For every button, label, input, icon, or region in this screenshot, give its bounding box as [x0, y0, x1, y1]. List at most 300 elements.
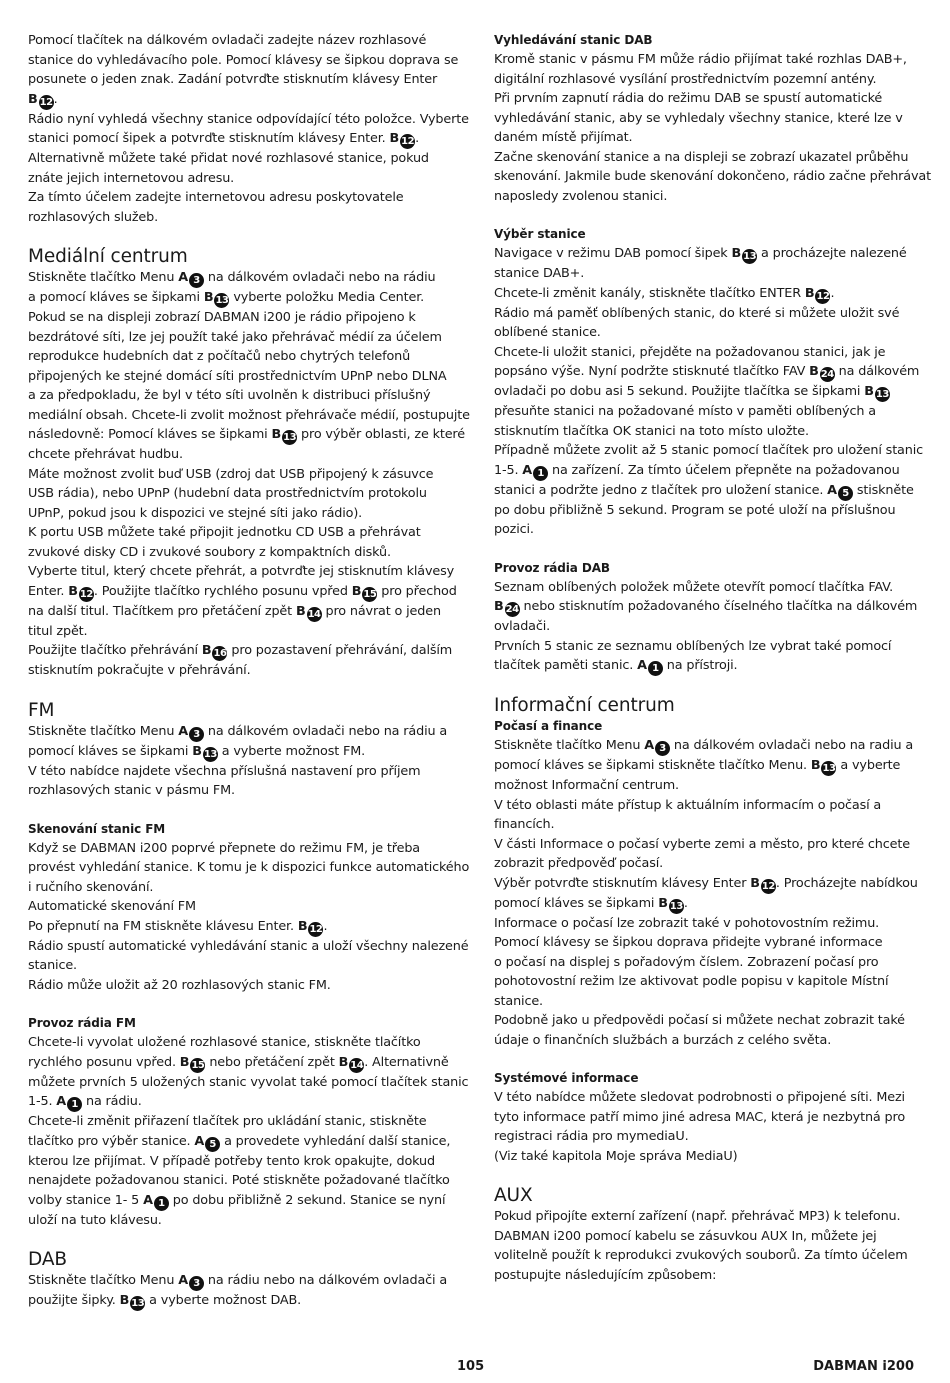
text-run: 1-5.: [28, 1094, 57, 1109]
text-run: K portu USB můžete také připojit jednotku CD USB a přehrávat: [28, 525, 421, 540]
text-line: [28, 386, 453, 406]
text-line: [28, 897, 453, 917]
text-line: [28, 188, 453, 208]
fm-operation-text: [28, 1033, 469, 1230]
text-line: [494, 933, 919, 953]
key-letter: B: [271, 427, 282, 442]
text-run: Enter.: [28, 583, 69, 599]
text-run: na zařízení. Za tímto účelem přepněte na požadovanou: [548, 462, 900, 478]
text-run: uloží na tuto klávesu.: [28, 1212, 162, 1228]
text-run: na dálkovém ovladači nebo na rádiu: [203, 270, 436, 285]
text-run: na dálkovém ovladači nebo na radiu a: [669, 738, 914, 753]
text-line: [28, 425, 465, 445]
subsection-title-fm-operation: Provoz rádia FM: [28, 1016, 136, 1030]
text-run: bezdrátové síti, lze jej použít také jako přehrávač médií za účelem: [28, 329, 442, 345]
text-run: Stiskněte tlačítko Menu: [28, 723, 179, 739]
key-number-badge: 13: [283, 432, 297, 443]
key-letter: A: [827, 482, 837, 498]
text-run: pro přechod: [377, 583, 457, 599]
text-line: [28, 523, 453, 543]
key-letter: B: [203, 290, 214, 305]
text-line: [28, 1291, 453, 1311]
text-line: [494, 501, 919, 521]
key-number-badge: 12: [79, 588, 93, 600]
subsection-title-dab-operation: Provoz rádia DAB: [494, 560, 610, 575]
text-run: provést vyhledání stanice. K tomu je k dispozici funkce automatického: [28, 860, 470, 875]
text-line: [28, 562, 453, 582]
text-run: Po přepnutí na FM stiskněte klávesu Enter.: [28, 918, 298, 934]
text-run: pro pozastavení přehrávání, dalším: [227, 643, 453, 658]
text-line: [494, 441, 923, 461]
text-line: [28, 956, 453, 976]
text-run: naposledy zvolenou stanici.: [494, 188, 668, 204]
text-run: tlačítek paměti stanic.: [494, 658, 638, 673]
text-run: mediální obsah. Chcete-li zvolit možnost přehrávače médií, postupujte: [28, 407, 470, 423]
text-line: [494, 89, 919, 109]
text-line: [28, 110, 469, 130]
text-run: Pokud připojíte externí zařízení (např. přehrávač MP3) k telefonu.: [494, 1209, 901, 1224]
left-column: [28, 31, 470, 1311]
text-line: [494, 736, 919, 756]
key-letter: A: [637, 658, 647, 673]
text-line: [494, 1088, 919, 1108]
key-letter: B: [297, 918, 308, 934]
key-number-badge: 5: [838, 486, 853, 501]
text-run: Rádio nyní vyhledá všechny stanice odpovídající této položce. Vyberte: [28, 111, 469, 127]
text-line: [28, 1132, 453, 1152]
key-number-badge: 14: [307, 608, 321, 620]
text-run: pohotovostní režim lze aktivovat podle popisu v kapitole Místní: [494, 974, 889, 989]
text-run: financích.: [494, 817, 555, 832]
text-line: [28, 1033, 453, 1053]
text-line: [494, 756, 919, 776]
key-number-badge: 24: [820, 369, 834, 380]
key-number-badge: 16: [213, 648, 227, 659]
text-line: [494, 402, 919, 422]
text-line: [494, 776, 919, 796]
key-number-badge: 24: [505, 604, 519, 615]
text-run: .: [323, 918, 328, 934]
text-line: [494, 578, 919, 598]
weather-finance-text: [494, 736, 919, 1050]
text-line: [28, 762, 453, 782]
text-run: registraci rádia pro mymediaU.: [494, 1129, 689, 1144]
text-line: [494, 1246, 919, 1266]
text-run: a procházejte nalezené: [757, 246, 907, 261]
media-center-text: [28, 268, 470, 681]
text-run: znáte jejich internetovou adresu.: [28, 170, 235, 186]
text-line: [494, 264, 919, 284]
section-title-media-center: Mediální centrum: [28, 246, 188, 267]
text-run: připojených ke stejné domácí síti prostřednictvím UPnP nebo DLNA: [28, 368, 447, 384]
key-letter: B: [658, 895, 668, 911]
text-line: [28, 268, 453, 288]
text-run: na dálkovém: [834, 364, 920, 379]
text-run: stanice do vyhledávacího pole. Pomocí klávesy se šipkou doprava se: [28, 52, 459, 68]
text-run: a vyberte možnost DAB.: [145, 1293, 302, 1308]
text-line: [494, 854, 919, 874]
text-run: o počasí na displej s pořadovým číslem. Zobrazení počasí pro: [494, 954, 879, 970]
text-run: postupujte následujícím způsobem:: [494, 1267, 717, 1283]
text-line: [494, 304, 919, 324]
key-number-badge: 13: [669, 900, 683, 912]
text-run: Pomocí tlačítek na dálkovém ovladači zadejte název rozhlasové: [28, 33, 427, 48]
system-info-text: [494, 1088, 919, 1166]
text-line: [28, 622, 453, 642]
text-run: rozhlasových služeb.: [28, 209, 159, 225]
key-number-badge: 12: [39, 96, 53, 108]
text-line: [494, 50, 919, 70]
key-letter: A: [143, 1192, 153, 1208]
key-letter: B: [119, 1293, 130, 1308]
text-run: posunete o jeden znak. Zadání potvrďte stisknutím klávesy Enter: [28, 72, 438, 87]
text-run: Navigace v režimu DAB pomocí šipek: [494, 246, 732, 261]
text-line: [494, 284, 919, 304]
text-run: na přístroji.: [662, 658, 738, 673]
text-run: Stiskněte tlačítko Menu: [494, 738, 645, 753]
text-run: Kromě stanic v pásmu FM může rádio přijímat také rozhlas DAB+,: [494, 52, 907, 67]
key-letter: B: [750, 875, 760, 891]
text-line: [494, 815, 919, 835]
key-number-badge: 12: [401, 136, 415, 147]
text-line: [494, 1108, 919, 1128]
text-line: [494, 109, 919, 129]
text-run: nebo stisknutím požadovaného číselného tlačítka na dálkovém: [519, 599, 918, 614]
text-line: [494, 167, 931, 187]
text-run: skenování. Jakmile bude skenování dokončeno, rádio začne přehrávat: [494, 169, 931, 184]
text-run: titul zpět.: [28, 623, 88, 639]
text-line: [494, 914, 919, 934]
text-line: [28, 1053, 453, 1073]
key-letter: B: [179, 1054, 190, 1070]
key-number-badge: 13: [215, 295, 229, 306]
text-line: [28, 1092, 453, 1112]
text-line: [28, 543, 453, 563]
text-line: [494, 953, 919, 973]
key-number-badge: 3: [189, 273, 204, 288]
key-number-badge: 14: [350, 1059, 364, 1071]
text-line: [28, 169, 453, 189]
text-run: použijte šipky.: [28, 1293, 120, 1308]
text-run: kterou lze přijímat. V případě potřeby tento krok opakujte, dokud: [28, 1153, 435, 1169]
text-run: Rádio může uložit až 20 rozhlasových stanic FM.: [28, 977, 331, 993]
text-run: přesuňte stanici na požadované místo v paměti oblíbených a: [494, 404, 876, 419]
text-run: V této nabídce můžete sledovat podrobnosti o připojené síti. Mezi: [494, 1090, 905, 1105]
text-run: tlačítko pro výběr stanice.: [28, 1133, 195, 1149]
text-line: [28, 504, 453, 524]
text-run: Použijte tlačítko přehrávání: [28, 643, 202, 658]
text-line: [28, 582, 457, 602]
key-letter: A: [56, 1094, 67, 1109]
right-column: [494, 31, 931, 1285]
aux-text: [494, 1207, 919, 1285]
text-run: na rádiu nebo na dálkovém ovladači a: [203, 1273, 448, 1288]
text-run: Stiskněte tlačítko Menu: [28, 270, 179, 285]
text-line: [28, 839, 453, 859]
text-run: stiskněte: [852, 482, 914, 498]
text-line: [494, 617, 919, 637]
text-line: [28, 129, 453, 149]
text-run: Máte možnost zvolit buď USB (zdroj dat USB připojený k zásuvce: [28, 466, 434, 482]
key-number-badge: 15: [363, 588, 377, 600]
text-run: Když se DABMAN i200 poprvé přepnete do režimu FM, je třeba: [28, 840, 420, 856]
text-line: [494, 128, 919, 148]
text-line: [28, 1171, 453, 1191]
text-line: [28, 208, 453, 228]
text-line: [494, 362, 919, 382]
text-line: [494, 597, 919, 617]
key-number-badge: 1: [67, 1097, 82, 1112]
text-line: [28, 445, 453, 465]
key-number-badge: 15: [191, 1059, 205, 1071]
dab-text: [28, 1271, 453, 1311]
key-letter: B: [295, 603, 306, 619]
text-line: [28, 308, 453, 328]
text-run: oblíbené stanice.: [494, 325, 601, 340]
text-run: Za tímto účelem zadejte internetovou adresu poskytovatele: [28, 190, 404, 205]
text-run: . Použijte tlačítko rychlého posunu vpřed: [93, 583, 352, 599]
text-line: [494, 382, 919, 402]
text-run: ovladači.: [494, 619, 551, 634]
key-number-badge: 13: [875, 389, 889, 400]
text-run: Alternativně můžete také přidat nové rozhlasové stanice, pokud: [28, 151, 429, 166]
text-run: následovně: Pomocí kláves se šipkami: [28, 427, 272, 442]
text-run: Chcete-li změnit kanály, stiskněte tlačítko ENTER: [494, 285, 805, 301]
key-number-badge: 13: [203, 748, 217, 760]
text-run: V této nabídce najdete všechna příslušná nastavení pro příjem: [28, 763, 421, 779]
text-line: [494, 148, 919, 168]
text-line: [28, 347, 453, 367]
text-line: [494, 637, 919, 657]
key-number-badge: 1: [648, 661, 663, 676]
text-run: daném místě přijímat.: [494, 130, 633, 145]
text-line: [494, 874, 919, 894]
text-run: (Viz také kapitola Moje správa MediaU): [494, 1148, 738, 1164]
page-number: 105: [457, 1359, 485, 1374]
text-line: [28, 722, 453, 742]
text-line: [494, 343, 919, 363]
text-run: 1-5.: [494, 462, 523, 478]
key-number-badge: 3: [655, 741, 670, 756]
key-letter: A: [178, 270, 188, 285]
text-line: [28, 328, 453, 348]
text-line: [28, 31, 453, 51]
text-line: [28, 288, 453, 308]
text-run: Chcete-li uložit stanici, přejděte na požadovanou stanici, jak je: [494, 344, 886, 360]
text-run: Vyberte titul, který chcete přehrát, a potvrďte jej stisknutím klávesy: [28, 564, 455, 579]
text-run: a vyberte možnost FM.: [217, 743, 366, 759]
key-letter: B: [351, 583, 362, 599]
dab-scan-text: [494, 50, 931, 206]
text-line: [494, 323, 919, 343]
text-run: stisknutím pokračujte v přehrávání.: [28, 663, 251, 678]
text-run: zvukové disky CD i zvukové soubory z kompaktních disků.: [28, 544, 391, 560]
text-line: [28, 465, 453, 485]
text-line: [494, 656, 919, 676]
text-run: Výběr potvrďte stisknutím klávesy Enter: [494, 875, 751, 891]
text-run: .: [683, 895, 688, 911]
key-letter: B: [809, 364, 819, 379]
key-letter: A: [178, 723, 188, 739]
text-line: [494, 1207, 919, 1227]
text-run: pozici.: [494, 522, 534, 537]
text-run: Rádio má paměť oblíbených stanic, do které si můžete uložit své: [494, 305, 900, 321]
key-number-badge: 1: [533, 466, 548, 481]
key-number-badge: 3: [189, 727, 204, 742]
text-line: [28, 661, 453, 681]
key-number-badge: 3: [189, 1276, 204, 1291]
text-run: pro výběr oblasti, ze které: [297, 427, 465, 442]
text-run: i ručního skenování.: [28, 879, 154, 895]
text-run: a vyberte: [836, 758, 901, 773]
key-letter: A: [178, 1273, 188, 1288]
text-line: [494, 244, 919, 264]
text-run: na rádiu.: [82, 1094, 142, 1109]
text-line: [28, 878, 453, 898]
text-run: vyhledávání stanic, aby se vyhledaly všechny stanice, které lze v: [494, 110, 903, 126]
text-run: pro návrat o jeden: [321, 603, 441, 619]
text-run: možnost Informační centrum.: [494, 778, 679, 793]
text-run: tyto informace patří mimo jiné adresa MAC, která je nezbytná pro: [494, 1109, 906, 1125]
text-line: [28, 781, 453, 801]
text-run: Seznam oblíbených položek můžete otevřít pomocí tlačítka FAV.: [494, 579, 894, 595]
key-letter: B: [731, 246, 742, 261]
key-letter: B: [201, 643, 212, 658]
text-line: [494, 520, 919, 540]
footer-brand: DABMAN i200: [813, 1359, 914, 1374]
key-letter: B: [389, 131, 400, 146]
text-line: [494, 992, 919, 1012]
text-line: [28, 858, 470, 878]
text-line: [28, 1152, 453, 1172]
text-line: [28, 1211, 453, 1231]
key-letter: B: [494, 599, 504, 614]
intro-paragraph: [28, 31, 469, 227]
section-title-dab: DAB: [28, 1249, 67, 1270]
key-letter: B: [864, 384, 874, 399]
text-run: nenajdete požadovanou stanici. Poté stiskněte požadované tlačítko: [28, 1173, 450, 1188]
text-run: Stiskněte tlačítko Menu: [28, 1273, 179, 1288]
text-line: [494, 422, 919, 442]
text-run: V části Informace o počasí vyberte zemi a město, pro které chcete: [494, 836, 910, 852]
key-letter: B: [68, 583, 78, 599]
key-number-badge: 12: [309, 923, 323, 935]
key-number-badge: 13: [822, 763, 836, 774]
text-run: pomocí kláves se šipkami: [494, 895, 659, 911]
text-run: Chcete-li vyvolat uložené rozhlasové stanice, stiskněte tlačítko: [28, 1035, 421, 1050]
text-run: Při prvním zapnutí rádia do režimu DAB se spustí automatické: [494, 91, 883, 106]
key-number-badge: 13: [131, 1298, 145, 1309]
text-run: . Alternativně: [364, 1054, 449, 1070]
text-line: [28, 484, 453, 504]
dab-operation-text: [494, 578, 919, 677]
station-select-text: [494, 244, 923, 540]
text-line: [28, 51, 459, 71]
text-line: [28, 149, 453, 169]
text-run: Automatické skenování FM: [28, 899, 196, 914]
text-run: vyberte položku Media Center.: [229, 290, 425, 305]
text-line: [494, 1266, 919, 1286]
section-title-aux: AUX: [494, 1185, 533, 1206]
text-line: [494, 1227, 919, 1247]
section-title-fm: FM: [28, 699, 55, 721]
subsection-title-fm-scan: Skenování stanic FM: [28, 821, 166, 836]
text-run: Začne skenování stanice a na displeji se zobrazí ukazatel průběhu: [494, 149, 909, 165]
text-run: Pomocí klávesy se šipkou doprava přidejte vybrané informace: [494, 935, 883, 950]
key-number-badge: 12: [816, 290, 830, 302]
subsection-title-station-select: Výběr stanice: [494, 227, 586, 241]
text-run: reprodukce hudebních dat z počítačů nebo chytrých telefonů: [28, 349, 411, 364]
text-run: volitelně použít k reprodukci zvukových souborů. Za tímto účelem: [494, 1248, 908, 1263]
text-run: stisknutím tlačítka OK stanici na toto místo uložte.: [494, 423, 809, 439]
text-line: [494, 1127, 919, 1147]
text-line: [28, 917, 453, 937]
text-line: [494, 1031, 919, 1051]
text-line: [28, 1073, 469, 1093]
text-run: Podobně jako u předpovědi počasí si můžete nechat zobrazit také: [494, 1013, 905, 1028]
text-run: volby stanice 1- 5: [28, 1192, 144, 1208]
key-number-badge: 12: [761, 880, 775, 892]
text-run: chcete přehrávat hudbu.: [28, 447, 183, 462]
fm-scan-text: [28, 839, 470, 996]
text-run: Informace o počasí lze zobrazit také v pohotovostním režimu.: [494, 915, 880, 931]
key-letter: B: [192, 743, 202, 759]
key-letter: A: [644, 738, 654, 753]
text-line: [494, 70, 919, 90]
key-letter: B: [338, 1054, 349, 1070]
text-line: [494, 461, 919, 481]
text-line: [28, 641, 453, 661]
text-run: Prvních 5 stanic ze seznamu oblíbených lze vybrat také pomocí: [494, 638, 892, 654]
text-run: Rádio spustí automatické vyhledávání stanic a uloží všechny nalezené: [28, 938, 469, 954]
key-letter: B: [804, 285, 815, 301]
text-line: [494, 1147, 919, 1167]
text-run: popsáno výše. Nyní podržte stisknuté tlačítko FAV: [494, 364, 810, 379]
text-run: stanice.: [28, 958, 77, 973]
subsection-title-dab-scan: Vyhledávání stanic DAB: [494, 33, 653, 47]
text-line: [28, 742, 453, 762]
text-line: [28, 1112, 453, 1132]
text-run: na dálkovém ovladači nebo na rádiu a: [203, 723, 448, 739]
key-letter: A: [194, 1133, 205, 1149]
text-run: .: [415, 131, 420, 146]
text-line: [28, 937, 469, 957]
text-run: po dobu přibližně 2 sekund. Stanice se nyní: [168, 1192, 446, 1208]
text-line: [494, 796, 919, 816]
text-run: pomocí kláves se šipkami stiskněte tlačítko Menu.: [494, 758, 811, 773]
text-run: . Procházejte nabídkou: [775, 875, 918, 891]
text-line: [28, 406, 470, 426]
text-run: stanici a podržte jedno z tlačítek pro uložení stanice.: [494, 482, 828, 498]
text-run: UPnP, pokud jsou k dispozici ve stejné síti jako rádio).: [28, 505, 363, 521]
text-run: .: [53, 91, 58, 107]
text-run: nebo přetáčení zpět: [205, 1054, 339, 1070]
text-run: USB rádia), nebo UPnP (hudební data prostřednictvím protokolu: [28, 486, 427, 501]
text-run: zobrazit předpověď počasí.: [494, 856, 664, 871]
text-run: Chcete-li změnit přiřazení tlačítek pro ukládání stanic, stiskněte: [28, 1114, 427, 1129]
text-line: [28, 1271, 453, 1291]
key-number-badge: 5: [205, 1137, 220, 1152]
text-line: [28, 976, 453, 996]
text-run: digitální rozhlasové vysílání prostřednictvím pozemní antény.: [494, 71, 877, 87]
key-letter: B: [28, 91, 38, 107]
key-number-badge: 13: [743, 251, 757, 262]
text-run: na další titul. Tlačítkem pro přetáčení zpět: [28, 603, 296, 619]
text-run: stanice DAB+.: [494, 266, 585, 281]
text-run: a za předpokladu, že byl v této síti uvolněn k distribuci příslušný: [28, 388, 431, 403]
subsection-title-system-info: Systémové informace: [494, 1071, 639, 1085]
text-run: stanice.: [494, 993, 543, 1009]
